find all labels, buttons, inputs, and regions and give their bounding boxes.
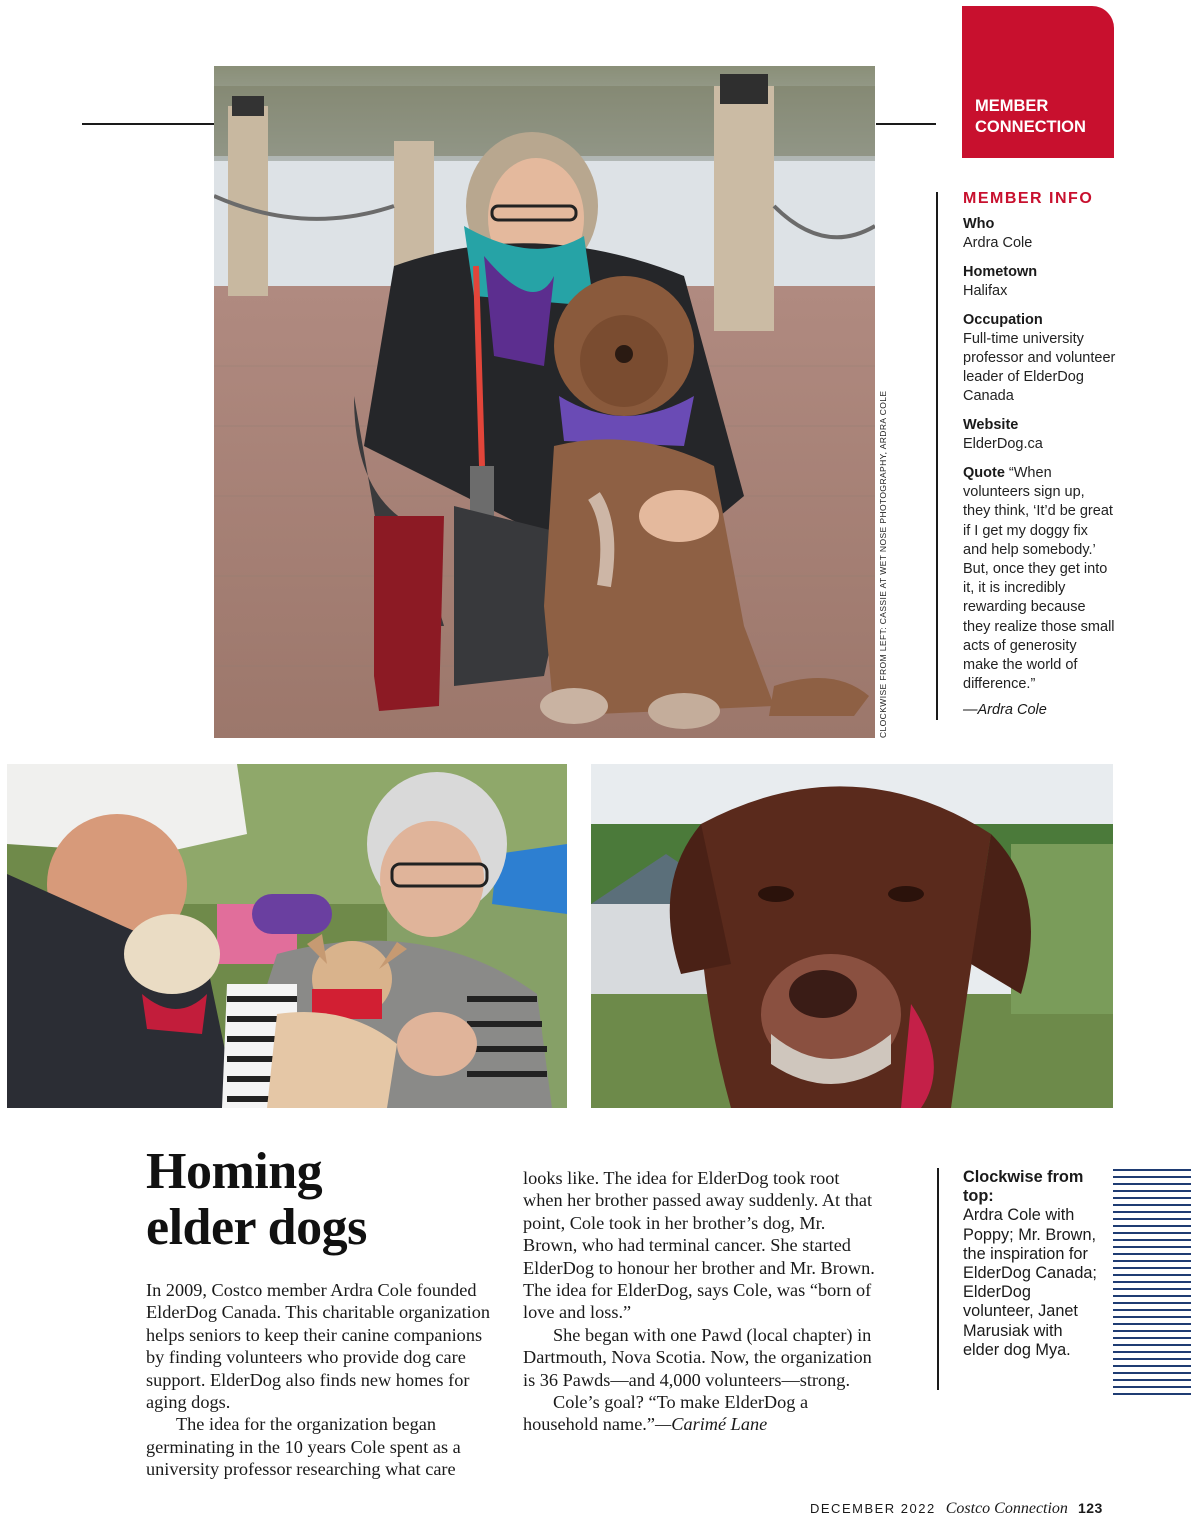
headline-line-2: elder dogs [146,1199,367,1256]
photo-caption [937,1168,1097,1390]
article-headline [146,1144,367,1256]
footer-date: DECEMBER 2022 [810,1501,936,1516]
badge-line-2: CONNECTION [975,118,1086,136]
footer-magazine: Costco Connection [945,1500,1068,1516]
photo-credit: CLOCKWISE FROM LEFT: CASSIE AT WET NOSE PHOTOGRAPHY, ARDRA COLE [878,390,888,738]
header-rule-left [82,123,214,125]
caption-lead: Clockwise from top: [963,1168,1084,1206]
photo-ardra-cole-with-dog [214,66,875,738]
article-paragraph-2-start: The idea for the organization began germinating in the 10 years Cole spent as a university professor researching what care [146,1414,461,1480]
article-paragraph-4 [523,1391,883,1436]
article-column-2 [523,1167,883,1436]
header-rule-right [876,123,936,125]
headline-line-1: Homing [146,1143,323,1200]
website-value[interactable]: ElderDog.ca [963,436,1043,452]
website-label: Website [963,417,1019,433]
article-column-1 [146,1279,498,1481]
quote-attribution: —Ardra Cole [963,702,1047,719]
article-paragraph-1: In 2009, Costco member Ardra Cole founded ElderDog Canada. This charitable organization helps seniors to keep their canine companions by finding volunteers who provide dog care support. ElderDog also finds new homes for aging dogs. [146,1280,491,1413]
quote-text: “When volunteers sign up, they think, ‘It’d be great if I get my doggy fix and help somebody.’ But, once they get into it, it is incredibly rewarding because they realize those small acts of generosity make the world of difference.” [963,465,1115,693]
quote-label: Quote [963,465,1005,481]
article-paragraph-2-end: looks like. The idea for ElderDog took root when her brother passed away suddenly. At that point, Cole took in her brother’s dog, Mr. Brown, who had terminal cancer. She started ElderDog to honour her brother and Mr. Brown. The idea for ElderDog, says Cole, was “born of love and loss.” [523,1168,875,1323]
article-paragraph-3: She began with one Pawd (local chapter) in Dartmouth, Nova Scotia. Now, the organization is 36 Pawds—and 4,000 volunteers—strong. [523,1324,872,1390]
occupation-value: Full-time university professor and volunteer leader of ElderDog Canada [963,331,1116,404]
hometown-label: Hometown [963,264,1038,280]
photo-volunteer-with-chihuahua [7,764,567,1108]
who-value: Ardra Cole [963,235,1033,251]
caption-text: Ardra Cole with Poppy; Mr. Brown, the inspiration for ElderDog Canada; ElderDog volunteer, Janet Marusiak with elder dog Mya. [963,1206,1097,1359]
member-info-title: MEMBER INFO [963,190,1094,207]
member-info-sidebar [936,192,1116,720]
photo-mr-brown [591,764,1113,1108]
badge-line-1: MEMBER [975,97,1049,115]
page-number: 123 [1077,1500,1103,1516]
article-closing-quote: Cole’s goal? “To make ElderDog a household name.” [523,1392,809,1435]
page-footer [810,1500,1103,1516]
article-byline: —Carimé Lane [655,1414,768,1435]
hometown-value: Halifax [963,283,1008,299]
who-label: Who [963,216,995,232]
decorative-stripes [1113,1169,1191,1395]
member-quote [963,464,1116,694]
member-connection-badge [962,6,1114,158]
occupation-label: Occupation [963,312,1043,328]
